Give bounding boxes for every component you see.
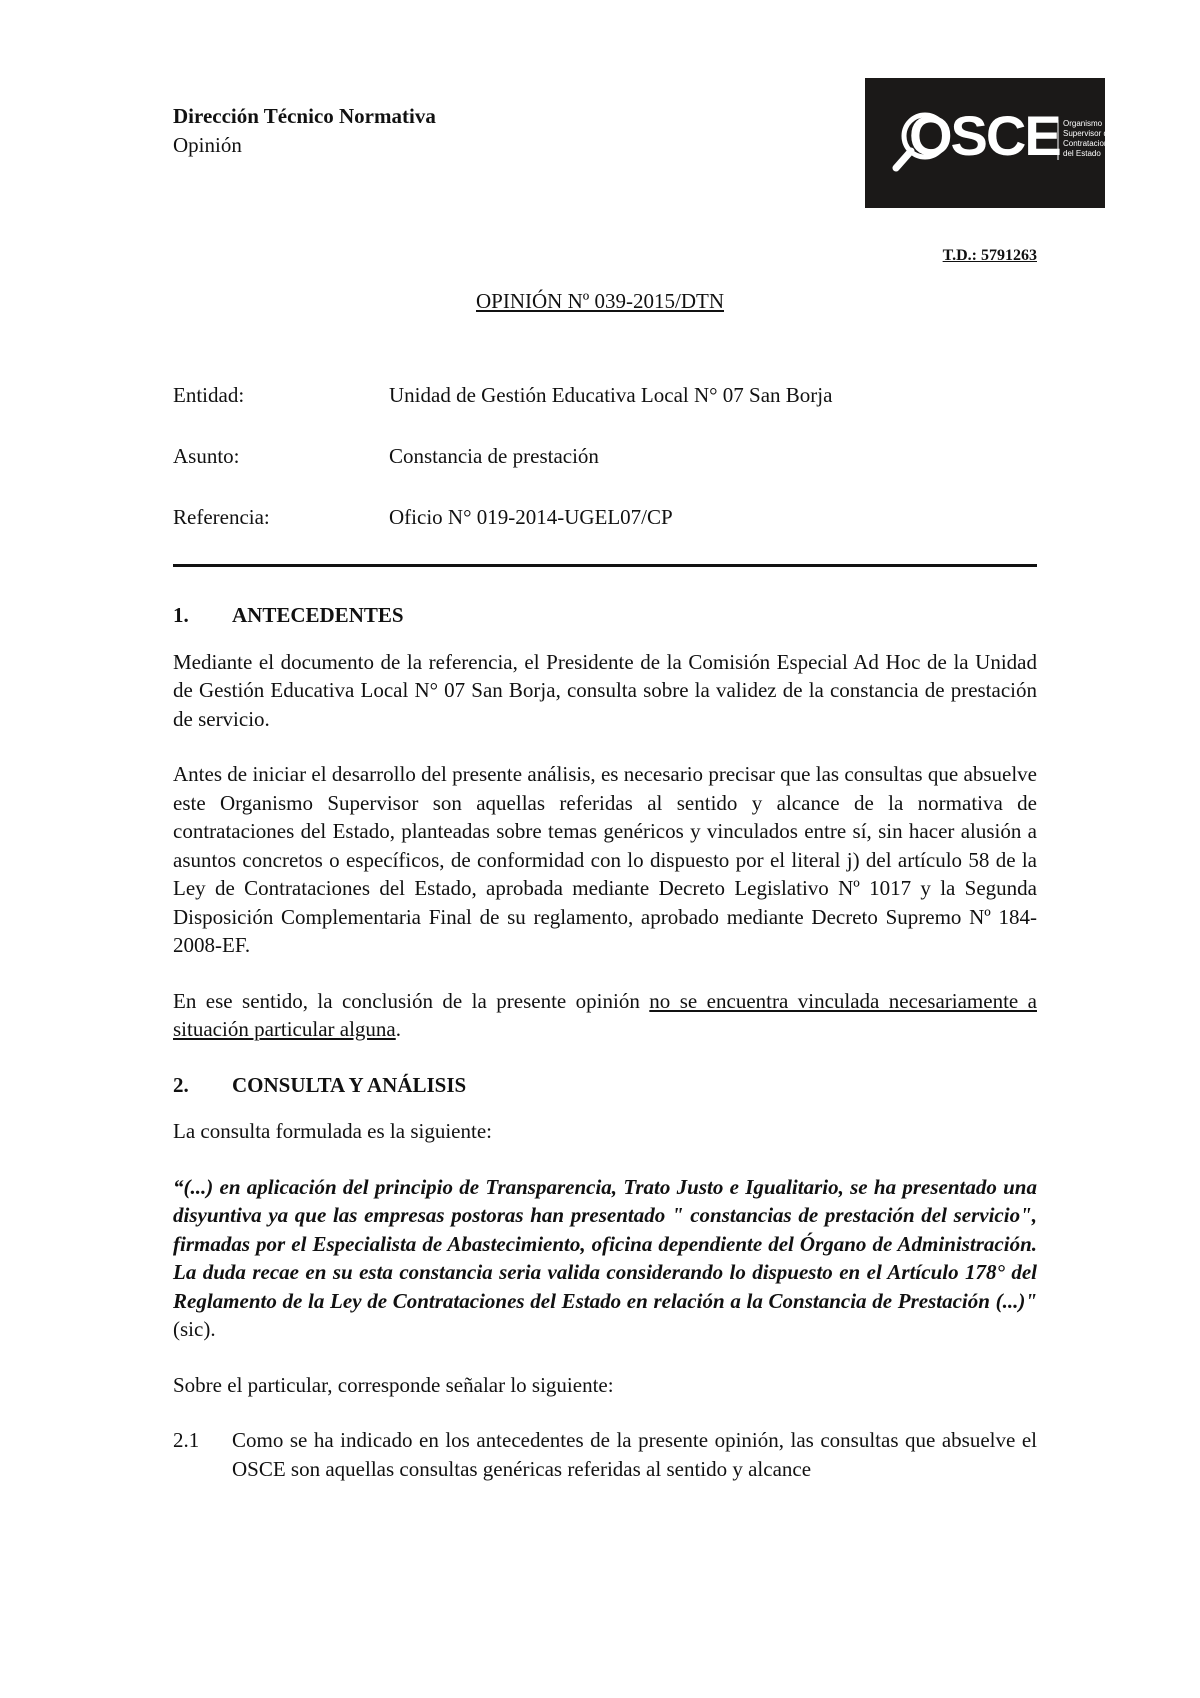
header-divider [173,564,1037,567]
document-body [173,601,1037,1483]
document-type: Opinión [173,133,242,157]
paragraph: La consulta formulada es la siguiente: [173,1119,492,1143]
meta-label: Entidad: [173,383,245,407]
svg-text:Organismo Supervisor d [1063,119,1127,158]
logo-tagline-line: Contrataciones [1063,139,1117,148]
logo-tagline-line: Organismo [1063,119,1103,128]
td-number: T.D.: 5791263 [942,247,1037,264]
numbered-item [173,1426,1037,1483]
osce-logo-graphic [865,78,1125,208]
section-title: CONSULTA Y ANÁLISIS [232,1072,467,1097]
paragraph-disclaimer [173,987,1037,1044]
meta-value: Unidad de Gestión Educativa Local N° 07 San Borja [389,383,833,407]
logo-tagline-line: Supervisor de las [1063,129,1125,138]
section-heading-antecedentes [173,601,1037,630]
quoted-consultation [173,1173,1037,1344]
section-title: ANTECEDENTES [232,603,404,627]
department-name: Dirección Técnico Normativa [173,104,436,128]
osce-logo [865,78,1125,208]
item-text: Como se ha indicado en los antecedentes de la presente opinión, las consultas que absuelve el OSCE son aquellas consultas genéricas referidas al sentido y alcance [232,1428,1037,1481]
logo-wordmark: OSCE [909,104,1060,167]
paragraph-text: . [395,1017,401,1041]
item-number: 2.1 [173,1428,200,1452]
section-number: 2. [173,1072,189,1097]
section-heading-consulta [173,1071,1037,1100]
paragraph: Antes de iniciar el desarrollo del presente análisis, es necesario precisar que las consultas que absuelve este Organismo Supervisor son aquellas referidas al sentido y alcance de la normativa de contrataciones del Estado, planteadas sobre temas genéricos y vinculados entre sí, sin hacer alusión a asuntos concretos o específicos, de conformidad con lo dispuesto por el literal j) del artículo 58 de la Ley de Contrataciones del Estado, aprobada mediante Decreto Legislativo Nº 1017 y la Segunda Disposición Complementaria Final de su reglamento, aprobado mediante Decreto Supremo Nº 184-2008-EF. [173,762,1037,957]
logo-tagline-line: del Estado [1063,149,1101,158]
paragraph: Sobre el particular, corresponde señalar lo siguiente: [173,1372,614,1397]
paragraph: Mediante el documento de la referencia, el Presidente de la Comisión Especial Ad Hoc de la Unidad de Gestión Educativa Local N° 07 San Borja, consulta sobre la validez de la constancia de prestación de servicio. [173,649,1037,731]
paragraph-text: En ese sentido, la conclusión de la presente opinión [173,988,650,1013]
meta-value: Constancia de prestación [389,444,599,468]
meta-label: Referencia: [173,505,270,529]
meta-value: Oficio N° 019-2014-UGEL07/CP [389,505,673,529]
quote-suffix: (sic). [173,1317,216,1341]
meta-label: Asunto: [173,444,240,468]
section-number: 1. [173,603,189,627]
opinion-title: OPINIÓN Nº 039-2015/DTN [476,289,724,313]
quote-text: “(...) en aplicación del principio de Transparencia, Trato Justo e Igualitario, se ha presentado una disyuntiva ya que las empresas postoras han presentado " constancias de prestación del servicio", firmadas por el Especialista de Abastecimiento, oficina dependiente del Órgano de Administración. La duda recae en su esta constancia seria valida considerando lo dispuesto en el Artículo 178° del Reglamento de la Ley de Contrataciones del Estado en relación a la Constancia de Prestación (...)" [173,1174,1037,1313]
underlined-text: no se encuentra vinculada necesariamente a situación particular alguna [173,988,1037,1041]
